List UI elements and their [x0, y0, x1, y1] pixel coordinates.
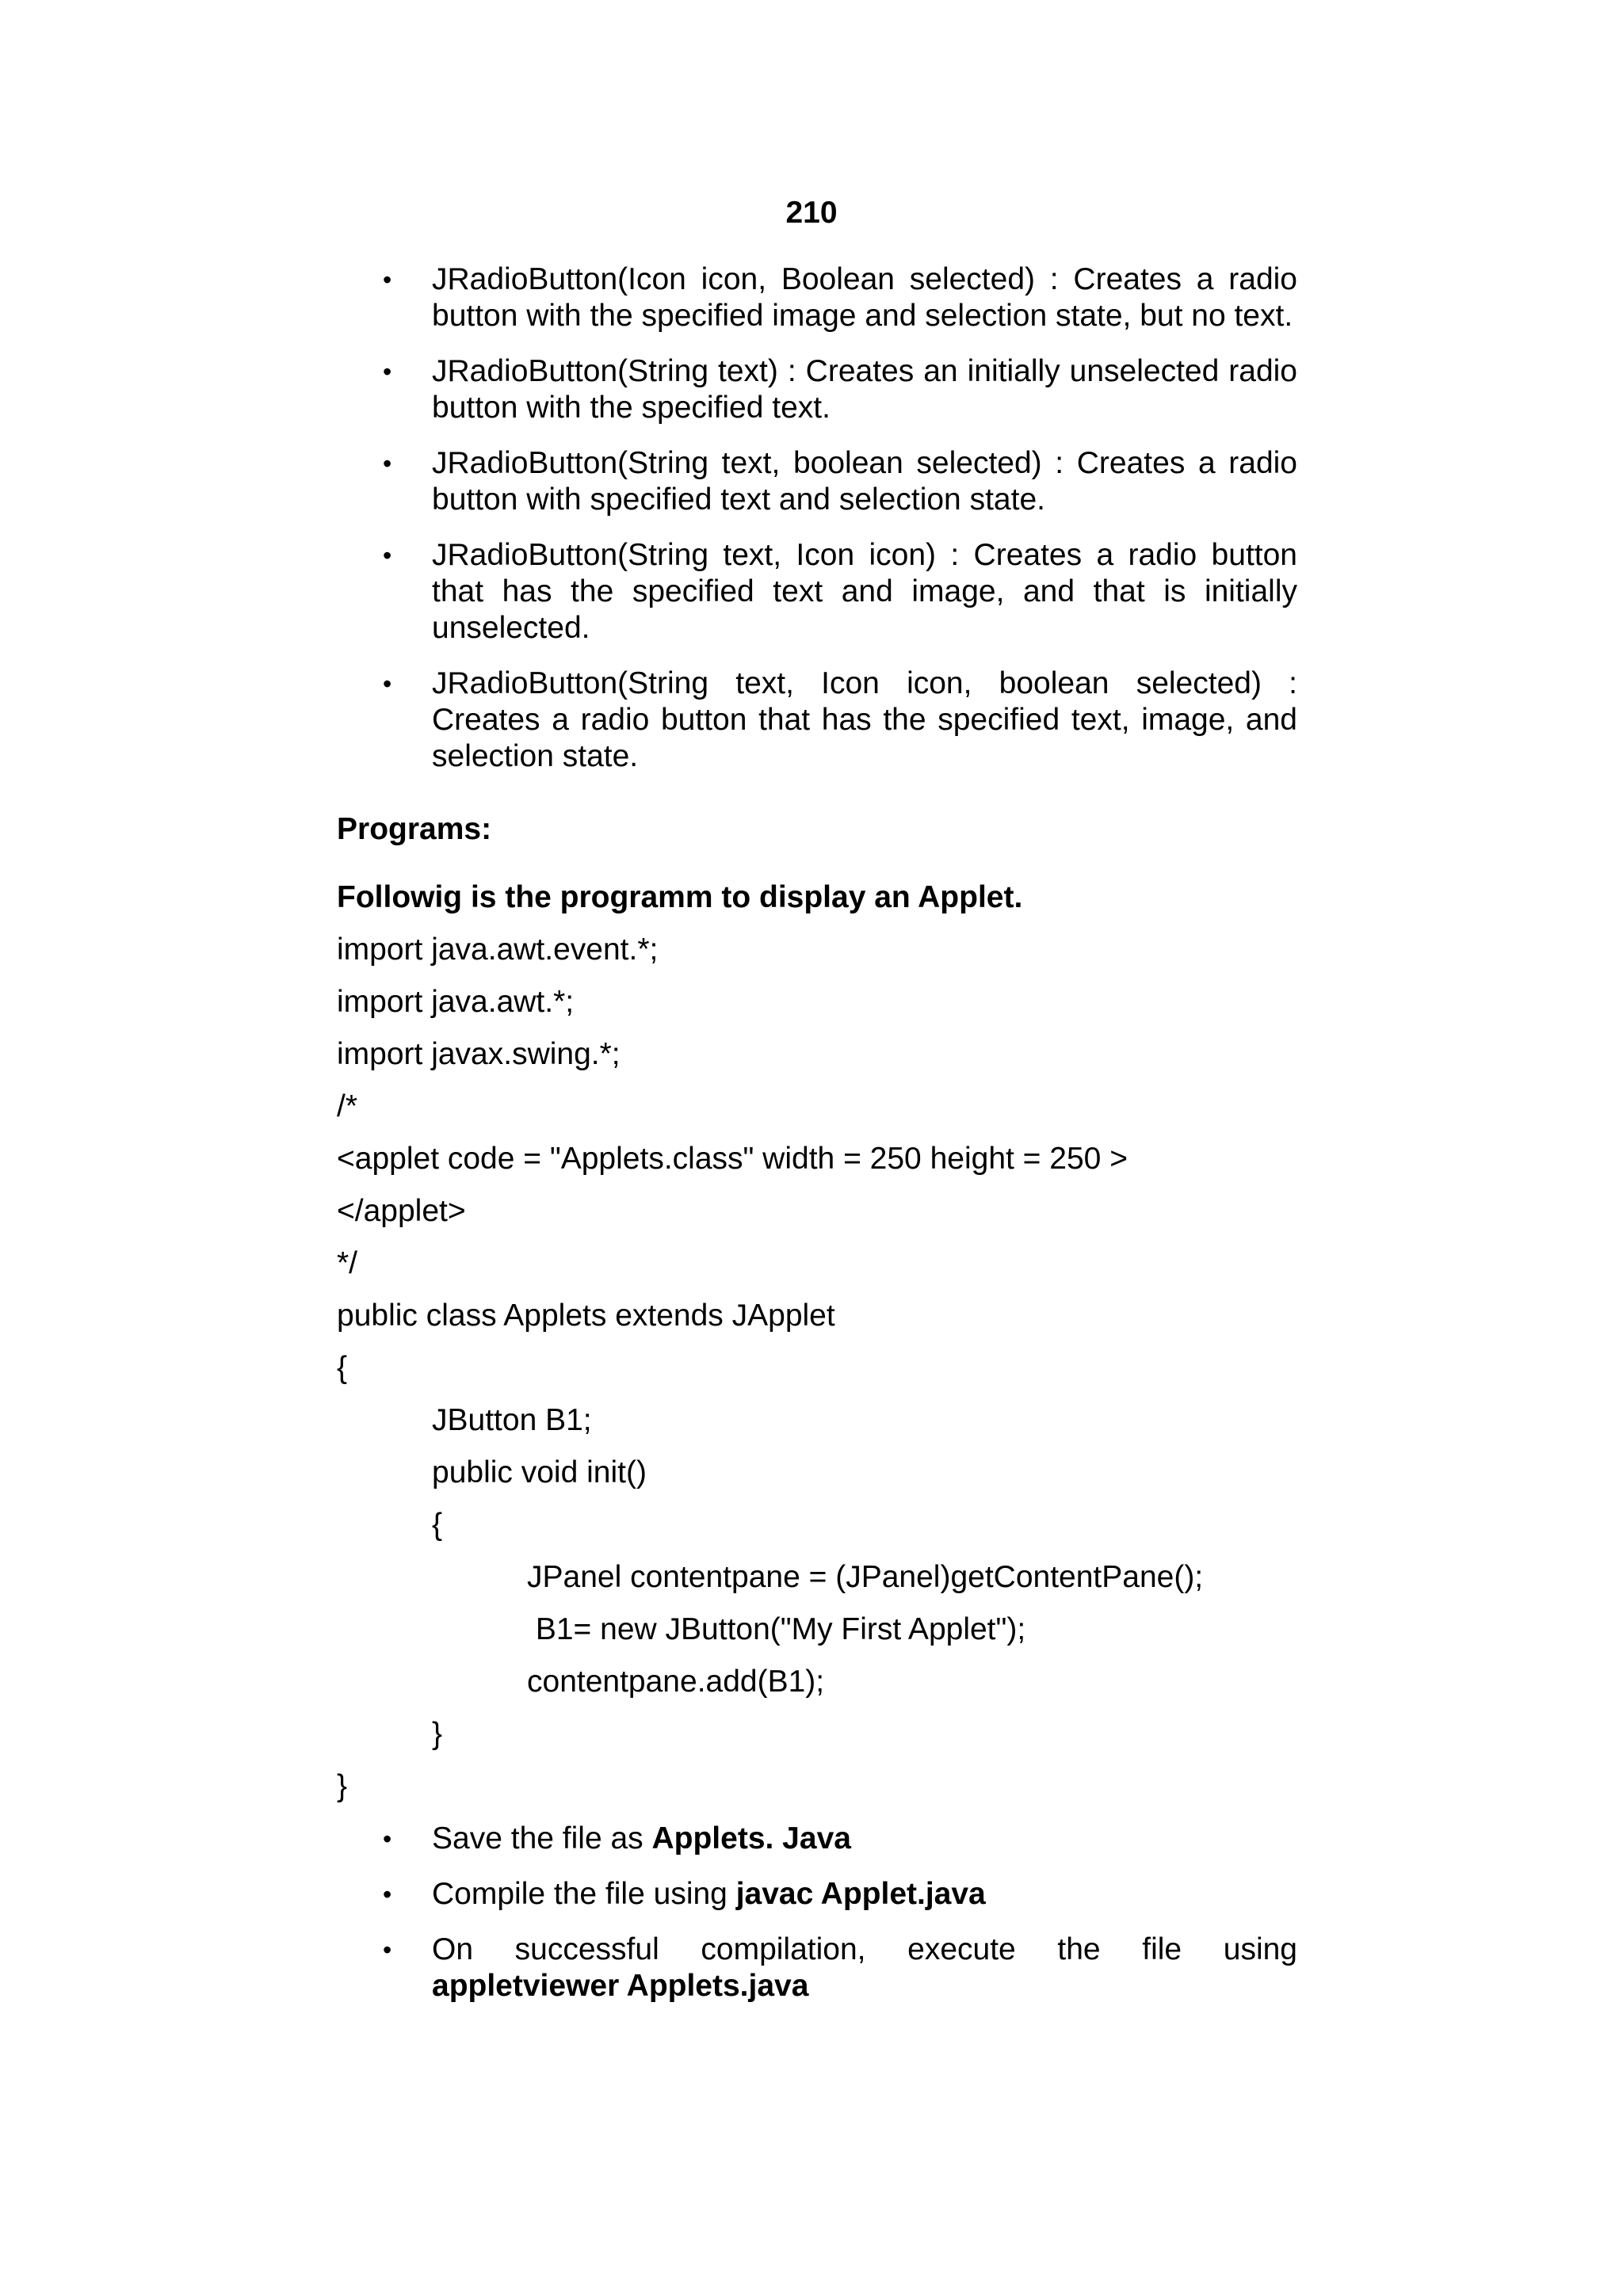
list-item: [337, 1821, 1297, 1857]
step-word: execute: [907, 1932, 1016, 1966]
bullet-icon: •: [383, 1936, 392, 1964]
steps-list: [337, 1821, 1297, 2004]
code-line: {: [337, 1351, 348, 1385]
bullet-icon: •: [383, 449, 392, 478]
code-line: </applet>: [337, 1194, 466, 1228]
code-line: import java.awt.*;: [337, 985, 575, 1019]
code-line: <applet code = "Applets.class" width = 250 height = 250 >: [337, 1142, 1128, 1176]
code-line: import java.awt.event.*;: [337, 933, 659, 967]
step-text: Save the file as: [432, 1821, 652, 1855]
program-intro: Followig is the programm to display an Applet.: [337, 880, 1023, 914]
programs-heading: Programs:: [337, 812, 492, 846]
bullet-icon: •: [383, 265, 392, 294]
step-command: javac Applet.java: [735, 1877, 986, 1911]
bullet-icon: •: [383, 1880, 392, 1909]
step-word: successful: [514, 1932, 659, 1966]
constructor-list: [337, 261, 1297, 775]
code-line: public class Applets extends JApplet: [337, 1299, 835, 1333]
code-line: JPanel contentpane = (JPanel)getContentPane();: [527, 1560, 1204, 1594]
step-text: [432, 1932, 1297, 1968]
bullet-icon: •: [383, 669, 392, 698]
page-number: 210: [785, 196, 838, 230]
list-item: [337, 261, 1297, 334]
step-command: appletviewer Applets.java: [432, 1969, 809, 2003]
list-item: [337, 537, 1297, 646]
bullet-icon: •: [383, 1825, 392, 1853]
code-line: */: [337, 1246, 358, 1280]
list-item: [337, 353, 1297, 426]
list-item: [337, 1876, 1297, 1913]
step-word: compilation,: [701, 1932, 866, 1966]
list-item: [337, 1932, 1297, 2004]
code-line: public void init(): [432, 1455, 647, 1489]
code-line: }: [432, 1717, 443, 1751]
page-content: [337, 261, 1297, 2004]
step-word: file: [1142, 1932, 1182, 1966]
constructor-description: JRadioButton(String text, Icon icon, boolean selected) : Creates a radio button that has the specified text, image, and selection state.: [432, 666, 1297, 773]
constructor-description: JRadioButton(Icon icon, Boolean selected) : Creates a radio button with the specified image and selection state, but no text.: [432, 262, 1297, 333]
step-word: On: [432, 1932, 474, 1966]
constructor-description: JRadioButton(String text, Icon icon) : Creates a radio button that has the specified text and image, and that is initially unselected.: [432, 538, 1297, 645]
code-line: import javax.swing.*;: [337, 1037, 621, 1071]
bullet-icon: •: [383, 541, 392, 570]
step-filename: Applets. Java: [651, 1821, 851, 1855]
constructor-description: JRadioButton(String text) : Creates an initially unselected radio button with the specified text.: [432, 354, 1297, 425]
code-line: }: [337, 1769, 348, 1803]
code-line: /*: [337, 1089, 358, 1123]
code-block: [337, 932, 1297, 1821]
step-word: using: [1223, 1932, 1297, 1966]
step-word: the: [1057, 1932, 1101, 1966]
list-item: [337, 445, 1297, 518]
code-line: B1= new JButton("My First Applet");: [527, 1612, 1026, 1646]
constructor-description: JRadioButton(String text, boolean selected) : Creates a radio button with specified text and selection state.: [432, 446, 1297, 517]
code-line: contentpane.add(B1);: [527, 1665, 825, 1699]
list-item: [337, 666, 1297, 775]
step-text: Compile the file using: [432, 1877, 736, 1911]
code-line: {: [432, 1508, 443, 1542]
code-line: JButton B1;: [432, 1403, 592, 1437]
bullet-icon: •: [383, 357, 392, 386]
